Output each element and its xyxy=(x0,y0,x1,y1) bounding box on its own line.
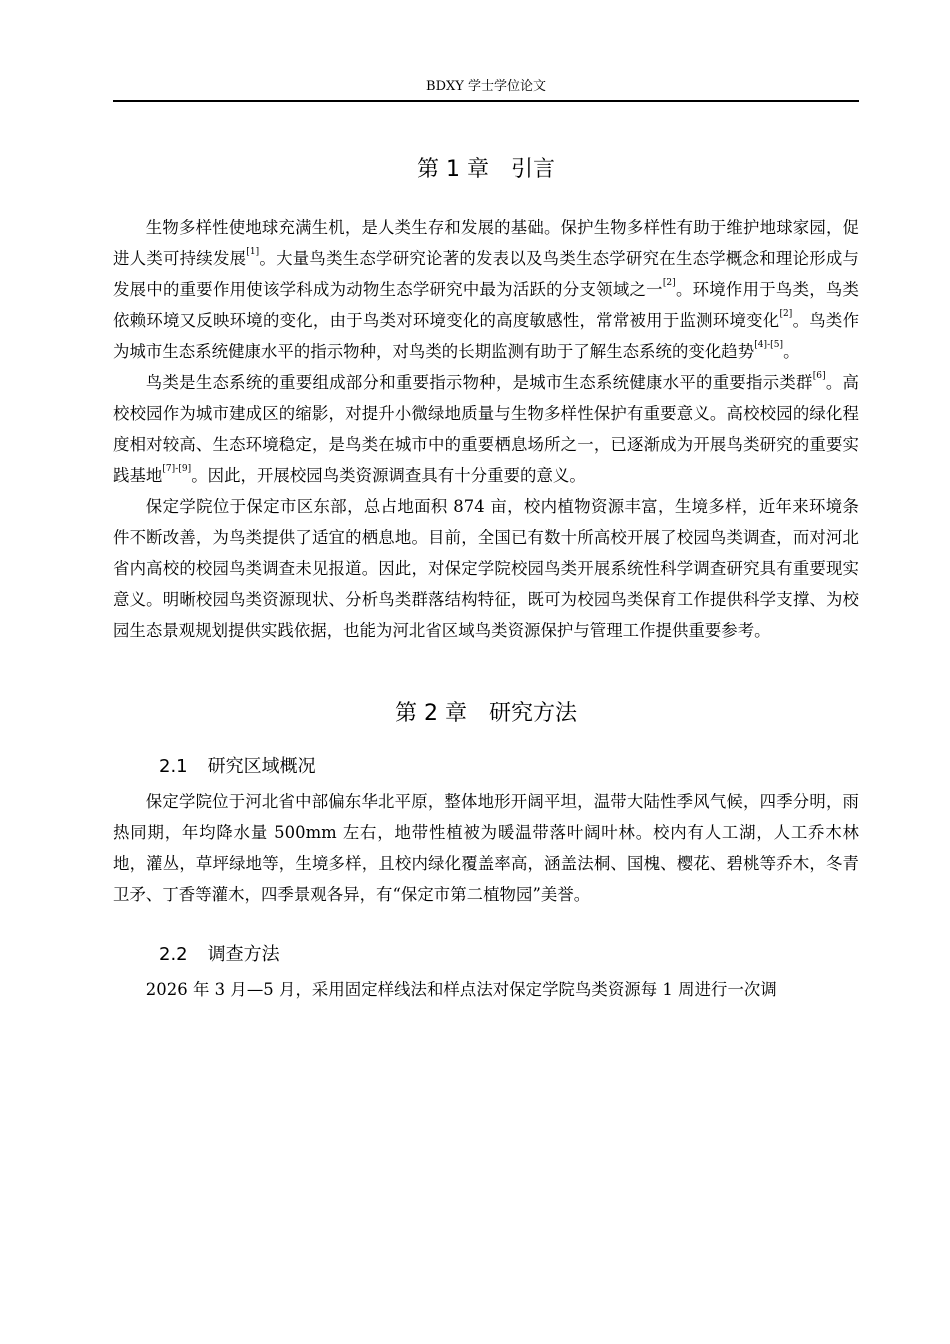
paragraph: 保定学院位于保定市区东部，总占地面积 874 亩，校内植物资源丰富，生境多样，近年来环境条件不断改善，为鸟类提供了适宜的栖息地。目前，全国已有数十所高校开展了校园鸟类调查，而对河北省内高校的校园鸟类调查未见报道。因此，对保定学院校园鸟类开展系统性科学调查研究具有重要现实意义。明晰校园鸟类资源现状、分析鸟类群落结构特征，既可为校园鸟类保育工作提供科学支撑、为校园生态景观规划提供实践依据，也能为河北省区域鸟类资源保护与管理工作提供重要参考。 xyxy=(113,497,859,640)
paragraph: 鸟类是生态系统的重要组成部分和重要指示物种，是城市生态系统健康水平的重要指示类群[6]。高校校园作为城市建成区的缩影，对提升小微绿地质量与生物多样性保护有重要意义。高校校园的绿化程度相对较高、生态环境稳定，是鸟类在城市中的重要栖息场所之一，已逐渐成为开展鸟类研究的重要实践基地[7]-[9]。因此，开展校园鸟类资源调查具有十分重要的意义。 xyxy=(113,371,859,485)
citation-ref: [4]-[5] xyxy=(754,340,784,350)
section-2-1-heading xyxy=(113,750,859,784)
citation-ref: [2] xyxy=(779,309,793,319)
section-2-2-number: 2.2 xyxy=(159,944,188,965)
header-text: BDXY 学士学位论文 xyxy=(426,79,546,94)
section-2-2-heading xyxy=(113,938,859,972)
paragraph: 生物多样性使地球充满生机，是人类生存和发展的基础。保护生物多样性有助于维护地球家园，促进人类可持续发展[1]。大量鸟类生态学研究论著的发表以及鸟类生态学研究在生态学概念和理论形成与发展中的重要作用使该学科成为动物生态学研究中最为活跃的分支领域之一[2]。环境作用于鸟类，鸟类依赖环境又反映环境的变化，由于鸟类对环境变化的高度敏感性，常常被用于监测环境变化[2]。鸟类作为城市生态系统健康水平的指示物种，对鸟类的长期监测有助于了解生态系统的变化趋势[4]-[5]。 xyxy=(113,218,860,361)
paragraph: 2026 年 3 月—5 月，采用固定样线法和样点法对保定学院鸟类资源每 1 周进行一次调 xyxy=(145,980,777,999)
section-2-2-title: 调查方法 xyxy=(207,944,280,965)
citation-ref: [1] xyxy=(246,247,260,257)
running-header xyxy=(113,76,859,102)
paragraph: 保定学院位于河北省中部偏东华北平原，整体地形开阔平坦，温带大陆性季风气候，四季分明，雨热同期，年均降水量 500mm 左右，地带性植被为暖温带落叶阔叶林。校内有人工湖，人工乔木林地，灌丛，草坪绿地等，生境多样，且校内绿化覆盖率高，涵盖法桐、国槐、樱花、碧桃等乔木，冬青卫矛、丁香等灌木，四季景观各异，有“保定市第二植物园”美誉。 xyxy=(113,792,859,904)
page-content xyxy=(113,150,859,1005)
section-2-1-title: 研究区域概况 xyxy=(207,756,316,777)
chapter-1-heading xyxy=(113,150,859,190)
chapter-2-title: 研究方法 xyxy=(488,701,577,726)
citation-ref: [6] xyxy=(812,371,826,381)
chapter-1-title: 引言 xyxy=(510,157,555,182)
citation-ref: [7]-[9] xyxy=(162,464,192,474)
citation-ref: [2] xyxy=(662,278,676,288)
chapter-1-number: 第 1 章 xyxy=(417,157,489,182)
chapter-2-heading xyxy=(113,694,859,734)
section-2-1-number: 2.1 xyxy=(159,756,188,777)
chapter-2-number: 第 2 章 xyxy=(395,701,467,726)
